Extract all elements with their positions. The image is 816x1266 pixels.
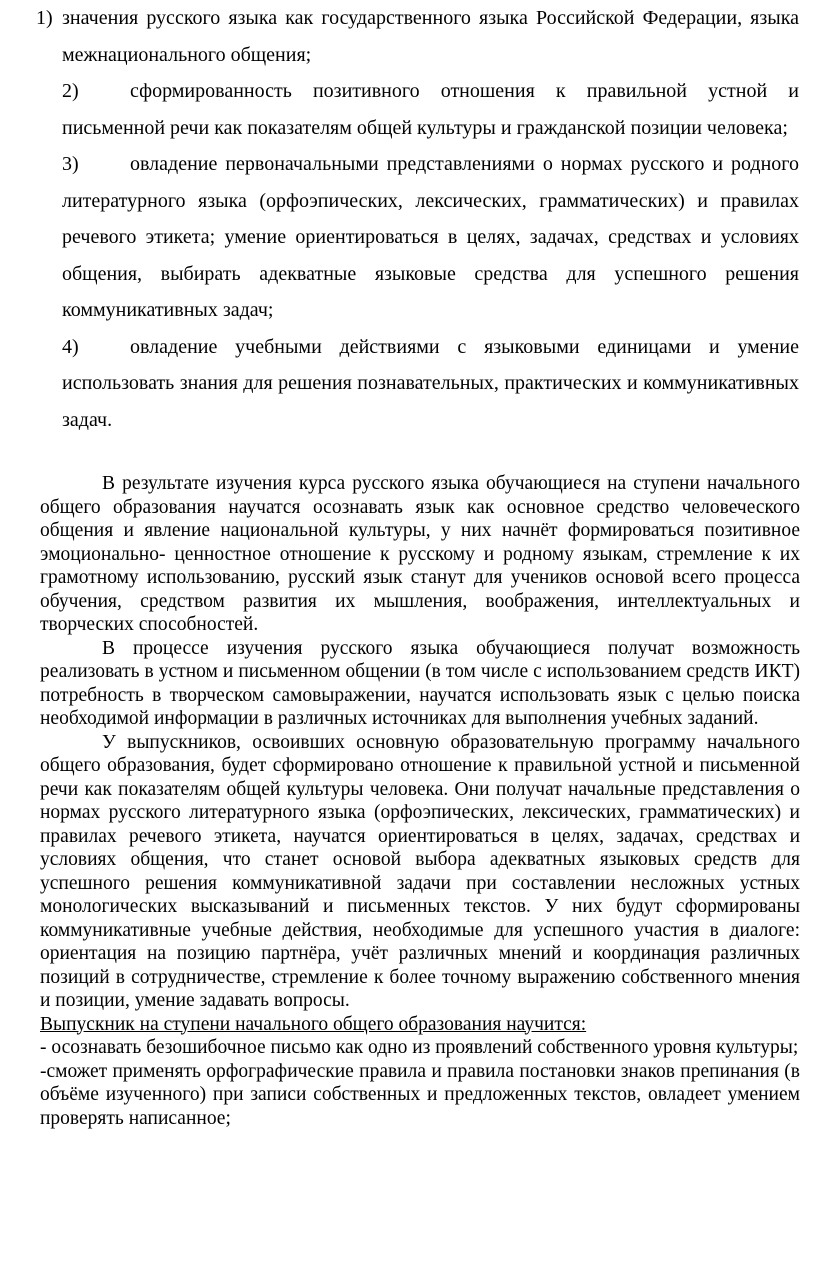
list-item-text: овладение первоначальными представлениями о нормах русского и родного литературного языка (орфоэпических, лексических, грамматических) и правилах речевого этикета; умение ориентироваться в целях, задачах, средствах и условиях общения, выбирать адекватные языковые средства для успешного решения коммуникативных задач; bbox=[62, 153, 799, 321]
list-item-text: овладение учебными действиями с языковыми единицами и умение использовать знания для решения познавательных, практических и коммуникативных задач. bbox=[62, 335, 799, 431]
list-item bbox=[36, 146, 799, 329]
list-item-number: 3) bbox=[62, 153, 79, 175]
list-item bbox=[36, 0, 799, 73]
paragraph-learning-process: В процессе изучения русского языка обучающиеся получат возможность реализовать в устном и письменном общении (в том числе с использованием средств ИКТ) потребность в творческом самовыражении, научатся использовать язык с целью поиска необходимой информации в различных источниках для выполнения учебных заданий. bbox=[40, 637, 800, 729]
list-item bbox=[36, 73, 799, 146]
dash-list-item: -сможет применять орфографические правила и правила постановки знаков препинания (в объёме изученного) при записи собственных и предложенных текстов, овладеет умением проверять написанное; bbox=[40, 1060, 800, 1129]
list-item-number: 1) bbox=[36, 7, 53, 29]
list-item-text: сформированность позитивного отношения к правильной устной и письменной речи как показателям общей культуры и гражданской позиции человека; bbox=[62, 80, 799, 139]
numbered-list bbox=[36, 0, 799, 438]
dash-list-item: - осознавать безошибочное письмо как одно из проявлений собственного уровня культуры; bbox=[40, 1037, 799, 1058]
list-item-text: значения русского языка как государственного языка Российской Федерации, языка межнационального общения; bbox=[62, 7, 799, 66]
section-heading: Выпускник на ступени начального общего образования научится: bbox=[40, 1013, 587, 1035]
list-item bbox=[36, 329, 799, 439]
body-text bbox=[40, 472, 800, 1130]
list-item-number: 4) bbox=[62, 335, 79, 358]
list-item-number: 2) bbox=[62, 80, 79, 102]
paragraph-learning-results: В результате изучения курса русского языка обучающиеся на ступени начального общего образования научатся осознавать язык как основное средство человеческого общения и явление национальной культуры, у них начнёт формироваться позитивное эмоционально- ценностное отношение к русскому и родному языкам, стремление к их грамотному использованию, русский язык станут для учеников основой всего процесса обучения, средством развития их мышления, воображения, интеллектуальных и творческих способностей. bbox=[40, 473, 800, 635]
paragraph-graduates: У выпускников, освоивших основную образовательную программу начального общего образования, будет сформировано отношение к правильной устной и письменной речи как показателям общей культуры человека. Они получат начальные представления о нормах русского литературного языка (орфоэпических, лексических, грамматических) и правилах речевого этикета, научатся ориентироваться в целях, задачах, средствах и условиях общения, что станет основой выбора адекватных языковых средств для успешного решения коммуникативной задачи при составлении несложных устных монологических высказываний и письменных текстов. У них будут сформированы коммуникативные учебные действия, необходимые для успешного участия в диалоге: ориентация на позицию партнёра, учёт различных мнений и координация различных позиций в сотрудничестве, стремление к более точному выражению собственного мнения и позиции, умение задавать вопросы. bbox=[40, 731, 800, 1011]
